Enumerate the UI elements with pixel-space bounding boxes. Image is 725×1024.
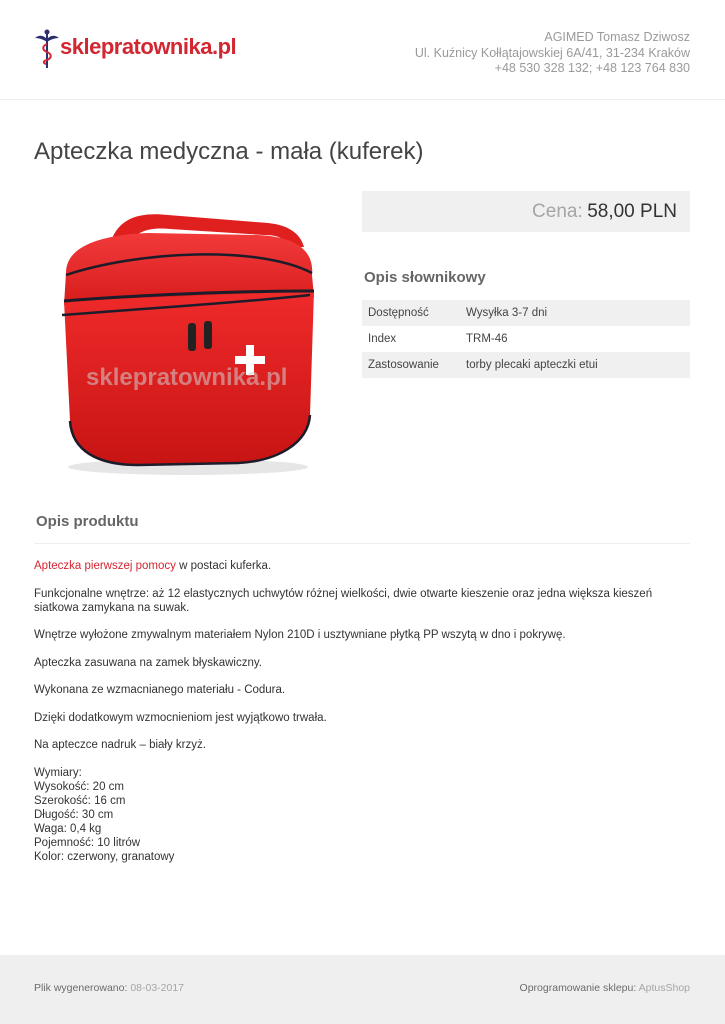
- dimension-item: Kolor: czerwony, granatowy: [34, 850, 175, 863]
- intro-text: w postaci kuferka.: [175, 560, 272, 572]
- dimensions-list: [34, 766, 690, 864]
- description-paragraph: Apteczka zasuwana na zamek błyskawiczny.: [34, 656, 262, 669]
- index-key: Index: [368, 333, 397, 345]
- availability-key: Dostępność: [362, 300, 460, 326]
- software-info: [520, 982, 690, 994]
- table-row: [362, 352, 690, 378]
- description-paragraph: Wykonana ze wzmacnianego materiału - Codura.: [34, 684, 286, 696]
- dimension-item: Waga: 0,4 kg: [34, 822, 102, 835]
- dimension-item: Długość: 30 cm: [34, 808, 114, 821]
- logo-text: sklepratownika.pl: [60, 34, 237, 59]
- divider: [34, 543, 690, 544]
- availability-value: Wysyłka 3-7 dni: [460, 300, 690, 326]
- generated-label: Plik wygenerowano:: [34, 982, 128, 994]
- company-phones: +48 530 328 132; +48 123 764 830: [494, 61, 690, 75]
- usage-key: Zastosowanie: [362, 352, 460, 378]
- table-row: [362, 326, 690, 352]
- dictionary-title: Opis słownikowy: [364, 269, 486, 286]
- product-title: Apteczka medyczna - mała (kuferek): [34, 138, 424, 165]
- dimension-item: Pojemność: 10 litrów: [34, 836, 141, 849]
- software-link[interactable]: AptusShop: [638, 982, 690, 994]
- dictionary-table: [362, 300, 690, 378]
- price-label: Cena:: [532, 201, 583, 222]
- shop-logo[interactable]: [34, 28, 237, 70]
- dimensions-heading: Wymiary:: [34, 766, 82, 779]
- dimension-item: Szerokość: 16 cm: [34, 794, 126, 807]
- first-aid-link[interactable]: Apteczka pierwszej pomocy: [34, 560, 176, 572]
- description-paragraph: Funkcjonalne wnętrze: aż 12 elastycznych uchwytów różnej wielkości, dwie otwarte kieszenie oraz jedna większa kieszeń siatkowa zamykana na suwak.: [34, 587, 653, 614]
- page-footer: [0, 955, 725, 1024]
- description-paragraph: Dzięki dodatkowym wzmocnieniom jest wyjątkowo trwała.: [34, 711, 327, 724]
- dimension-item: Wysokość: 20 cm: [34, 780, 125, 793]
- price-box: [362, 191, 690, 232]
- price-value: 58,00 PLN: [587, 201, 677, 222]
- software-label: Oprogramowanie sklepu:: [519, 982, 637, 994]
- description-intro: [34, 559, 690, 573]
- company-info: [415, 30, 690, 77]
- page-header: [0, 0, 725, 100]
- caduceus-logo-icon: [34, 28, 60, 70]
- generated-info: [34, 982, 184, 994]
- table-row: [362, 300, 690, 326]
- description-paragraph: Wnętrze wyłożone zmywalnym materiałem Nylon 210D i usztywniane płytką PP wszytą w dno i pokrywę.: [34, 629, 566, 641]
- description-title: Opis produktu: [36, 513, 139, 530]
- image-watermark: sklepratownika.pl: [86, 364, 288, 391]
- index-value: TRM-46: [466, 333, 508, 345]
- red-first-aid-case-image: [38, 195, 328, 485]
- usage-value: torby plecaki apteczki etui: [460, 352, 690, 378]
- generated-date: 08-03-2017: [130, 982, 185, 994]
- company-address: Ul. Kuźnicy Kołłątajowskiej 6A/41, 31-234 Kraków: [414, 45, 690, 60]
- product-description: [34, 559, 690, 864]
- description-paragraph: Na apteczce nadruk – biały krzyż.: [34, 739, 206, 751]
- company-name: AGIMED Tomasz Dziwosz: [544, 30, 690, 44]
